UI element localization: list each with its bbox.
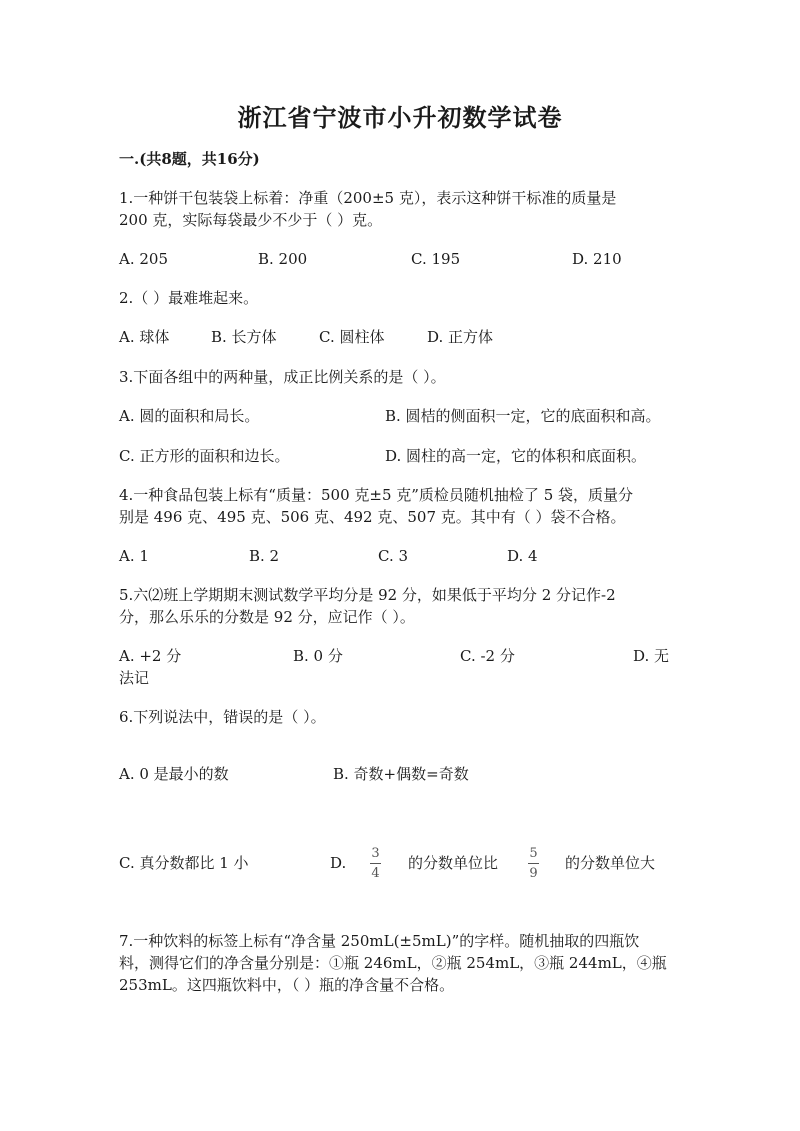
fraction-1-denominator: 4 — [371, 866, 380, 881]
question-7-line-1: 7.一种饮料的标签上标有“净含量 250mL(±5mL)”的字样。随机抽取的四瓶饮 — [119, 932, 640, 950]
question-6-option-d-label: D. — [330, 854, 347, 872]
fraction-five-ninths — [528, 846, 539, 881]
question-2-option-d: D. 正方体 — [427, 328, 494, 346]
question-1-option-d: D. 210 — [572, 250, 622, 268]
question-4-option-d: D. 4 — [507, 547, 538, 565]
question-4-option-b: B. 2 — [249, 547, 280, 565]
fraction-1-numerator: 3 — [371, 846, 380, 861]
fraction-three-quarters — [370, 846, 381, 881]
question-3-option-b: B. 圆桔的侧面积一定，它的底面积和高。 — [385, 407, 661, 425]
question-4-line-1: 4.一种食品包装上标有“质量：500 克±5 克”质检员随机抽检了 5 袋，质量分 — [119, 486, 634, 504]
question-3-option-a: A. 圆的面积和局长。 — [119, 407, 260, 425]
question-4-option-c: C. 3 — [378, 547, 409, 565]
question-4-option-a: A. 1 — [119, 547, 149, 565]
question-5-option-b: B. 0 分 — [293, 647, 343, 665]
question-2-line-1: 2.（ ）最难堆起来。 — [119, 289, 259, 307]
question-5-option-d: D. 无 — [633, 647, 670, 665]
question-7-line-2: 料，测得它们的净含量分别是：①瓶 246mL，②瓶 254mL，③瓶 244mL，④瓶 — [119, 954, 667, 972]
question-1-option-c: C. 195 — [411, 250, 461, 268]
question-5-line-2: 分，那么乐乐的分数是 92 分，应记作（ ）。 — [119, 608, 415, 626]
question-7-line-3: 253mL。这四瓶饮料中，（ ）瓶的净含量不合格。 — [119, 976, 455, 994]
question-6-line-1: 6.下列说法中，错误的是（ ）。 — [119, 708, 326, 726]
question-6-option-a: A. 0 是最小的数 — [119, 765, 229, 783]
question-1-line-1: 1.一种饼干包装袋上标着：净重（200±5 克），表示这种饼干标准的质量是 — [119, 189, 617, 207]
question-5-option-d-continued: 法记 — [119, 669, 150, 687]
question-1-option-a: A. 205 — [119, 250, 168, 268]
fraction-2-numerator: 5 — [529, 846, 538, 861]
question-2-option-a: A. 球体 — [119, 328, 170, 346]
question-5-line-1: 5.六⑵班上学期期末测试数学平均分是 92 分，如果低于平均分 2 分记作-2 — [119, 586, 616, 604]
fraction-1-bar — [370, 863, 381, 864]
question-1-option-b: B. 200 — [258, 250, 308, 268]
question-6-option-b: B. 奇数+偶数=奇数 — [333, 765, 469, 783]
question-5-option-c: C. -2 分 — [460, 647, 515, 665]
question-6-option-d-suffix: 的分数单位大 — [565, 854, 656, 872]
question-3-option-d: D. 圆柱的高一定，它的体积和底面积。 — [385, 447, 647, 465]
fraction-2-bar — [528, 863, 539, 864]
question-2-option-b: B. 长方体 — [211, 328, 277, 346]
question-6-option-c: C. 真分数都比 1 小 — [119, 854, 249, 872]
question-1-line-2: 200 克，实际每袋最少不少于（ ）克。 — [119, 211, 383, 229]
question-3-line-1: 3.下面各组中的两种量，成正比例关系的是（ ）。 — [119, 368, 446, 386]
question-3-option-c: C. 正方形的面积和边长。 — [119, 447, 290, 465]
question-6-option-d-middle: 的分数单位比 — [408, 854, 499, 872]
question-4-line-2: 别是 496 克、495 克、506 克、492 克、507 克。其中有（ ）袋不合格。 — [119, 508, 626, 526]
question-5-option-a: A. +2 分 — [119, 647, 182, 665]
fraction-2-denominator: 9 — [529, 866, 538, 881]
question-2-option-c: C. 圆柱体 — [319, 328, 385, 346]
page-title: 浙江省宁波市小升初数学试卷 — [237, 103, 563, 132]
section-heading: 一.(共8题，共16分) — [119, 150, 260, 168]
